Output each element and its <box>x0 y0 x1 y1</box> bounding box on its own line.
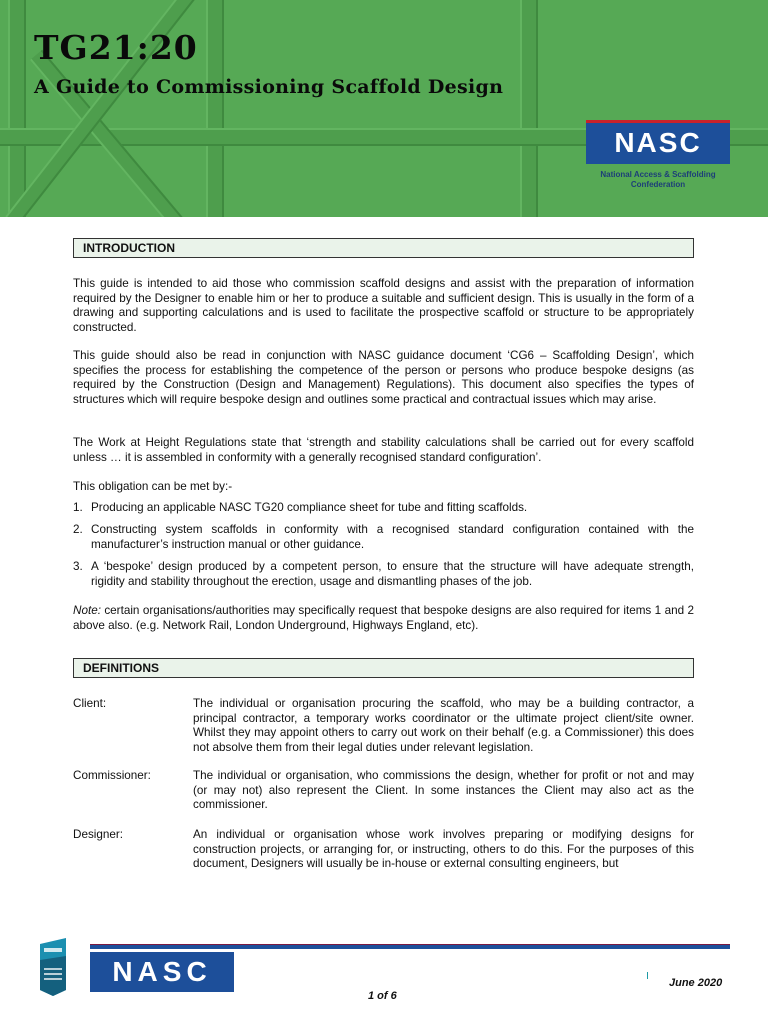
header-banner <box>0 0 768 217</box>
definitions-heading-box <box>73 658 694 678</box>
scaffold-tube-decoration <box>206 0 224 217</box>
definitions-heading: DEFINITIONS <box>83 661 160 675</box>
trade-association-badge-icon <box>36 938 70 996</box>
document-title: A Guide to Commissioning Scaffold Design <box>34 76 504 98</box>
introduction-heading-box <box>73 238 694 258</box>
note-text: certain organisations/authorities may specifically request that bespoke designs are also required for items 1 and 2 above also. (e.g. Network Rail, London Underground, Highways England, etc). <box>73 604 694 632</box>
footer-nasc-logo <box>90 952 234 992</box>
nasc-logo-subtitle-line1: National Access & Scaffolding <box>600 170 716 179</box>
intro-paragraph-3: The Work at Height Regulations state that ‘strength and stability calculations shall be carried out for every scaffold unless … it is assembled in conformity with a generally recognised standard configuration’. <box>73 436 694 464</box>
nasc-logo-subtitle <box>584 170 732 190</box>
definition-term: Designer: <box>73 828 124 841</box>
list-item <box>73 523 694 552</box>
list-item-text: A ‘bespoke’ design produced by a competent person, to ensure that the structure will have adequate strength, rigidity and stability throughout the erection, usage and dismantling phases of the job. <box>91 560 694 588</box>
list-item <box>73 560 694 589</box>
intro-paragraph-1: This guide is intended to aid those who commission scaffold designs and assist with the preparation of information required by the Designer to enable him or her to produce a suitable and sufficient design. This is usually in the form of a drawing and supporting calculations and is used to facilitate the prospective scaffold or structure to be appropriately constructed. <box>73 277 694 334</box>
list-item-number: 1. <box>73 501 83 514</box>
list-item-number: 2. <box>73 523 83 536</box>
definition-text: An individual or organisation whose work involves preparing or modifying designs for construction projects, or arranging for, or instructing, others to do this. For the purposes of this document, Designers will usually be in-house or external consulting engineers, but <box>193 828 694 871</box>
definition-term: Client: <box>73 697 107 710</box>
definition-text: The individual or organisation, who commissions the design, whether for profit or not and may (or may not) also represent the Client. In some instances the Client may also act as the commissioner. <box>193 769 694 812</box>
footer-logo-text: NASC <box>112 956 212 987</box>
nasc-logo-text: NASC <box>614 127 702 158</box>
footer-mark <box>647 972 648 979</box>
definition-text: The individual or organisation procuring the scaffold, who may be a building contractor, a principal contractor, a temporary works coordinator or the ultimate project client/site owner. Whilst they may appoint others to carry out work on their behalf (e.g. a Commissioner) this does not absolve them from their legal duties under relevant legislation. <box>193 697 694 754</box>
page-number: 1 of 6 <box>368 990 397 1002</box>
nasc-logo <box>584 118 732 192</box>
nasc-logo-box <box>586 120 730 164</box>
list-item <box>73 501 694 516</box>
note-label: Note: <box>73 604 101 617</box>
intro-paragraph-4: This obligation can be met by:- <box>73 480 233 493</box>
intro-note <box>73 604 694 633</box>
list-item-text: Constructing system scaffolds in conformity with a recognised standard configuration contained with the manufacturer’s instruction manual or other guidance. <box>91 523 694 551</box>
document-code: TG21:20 <box>34 28 198 67</box>
definition-term: Commissioner: <box>73 769 151 782</box>
list-item-text: Producing an applicable NASC TG20 compliance sheet for tube and fitting scaffolds. <box>91 501 528 514</box>
scaffold-tube-decoration <box>520 0 538 217</box>
footer-date: June 2020 <box>669 977 723 989</box>
nasc-logo-subtitle-line2: Confederation <box>630 180 686 189</box>
list-item-number: 3. <box>73 560 83 573</box>
scaffold-tube-decoration <box>8 0 26 217</box>
footer-rule <box>90 944 730 949</box>
intro-paragraph-2: This guide should also be read in conjunction with NASC guidance document ‘CG6 – Scaffolding Design’, which specifies the process for establishing the competence of the person or persons who produce bespoke designs (as required by the Construction (Design and Management) Regulations). This document also specifies the types of structures which will require bespoke design and outlines some practical and contractual issues which may arise. <box>73 349 694 406</box>
introduction-heading: INTRODUCTION <box>83 241 175 255</box>
